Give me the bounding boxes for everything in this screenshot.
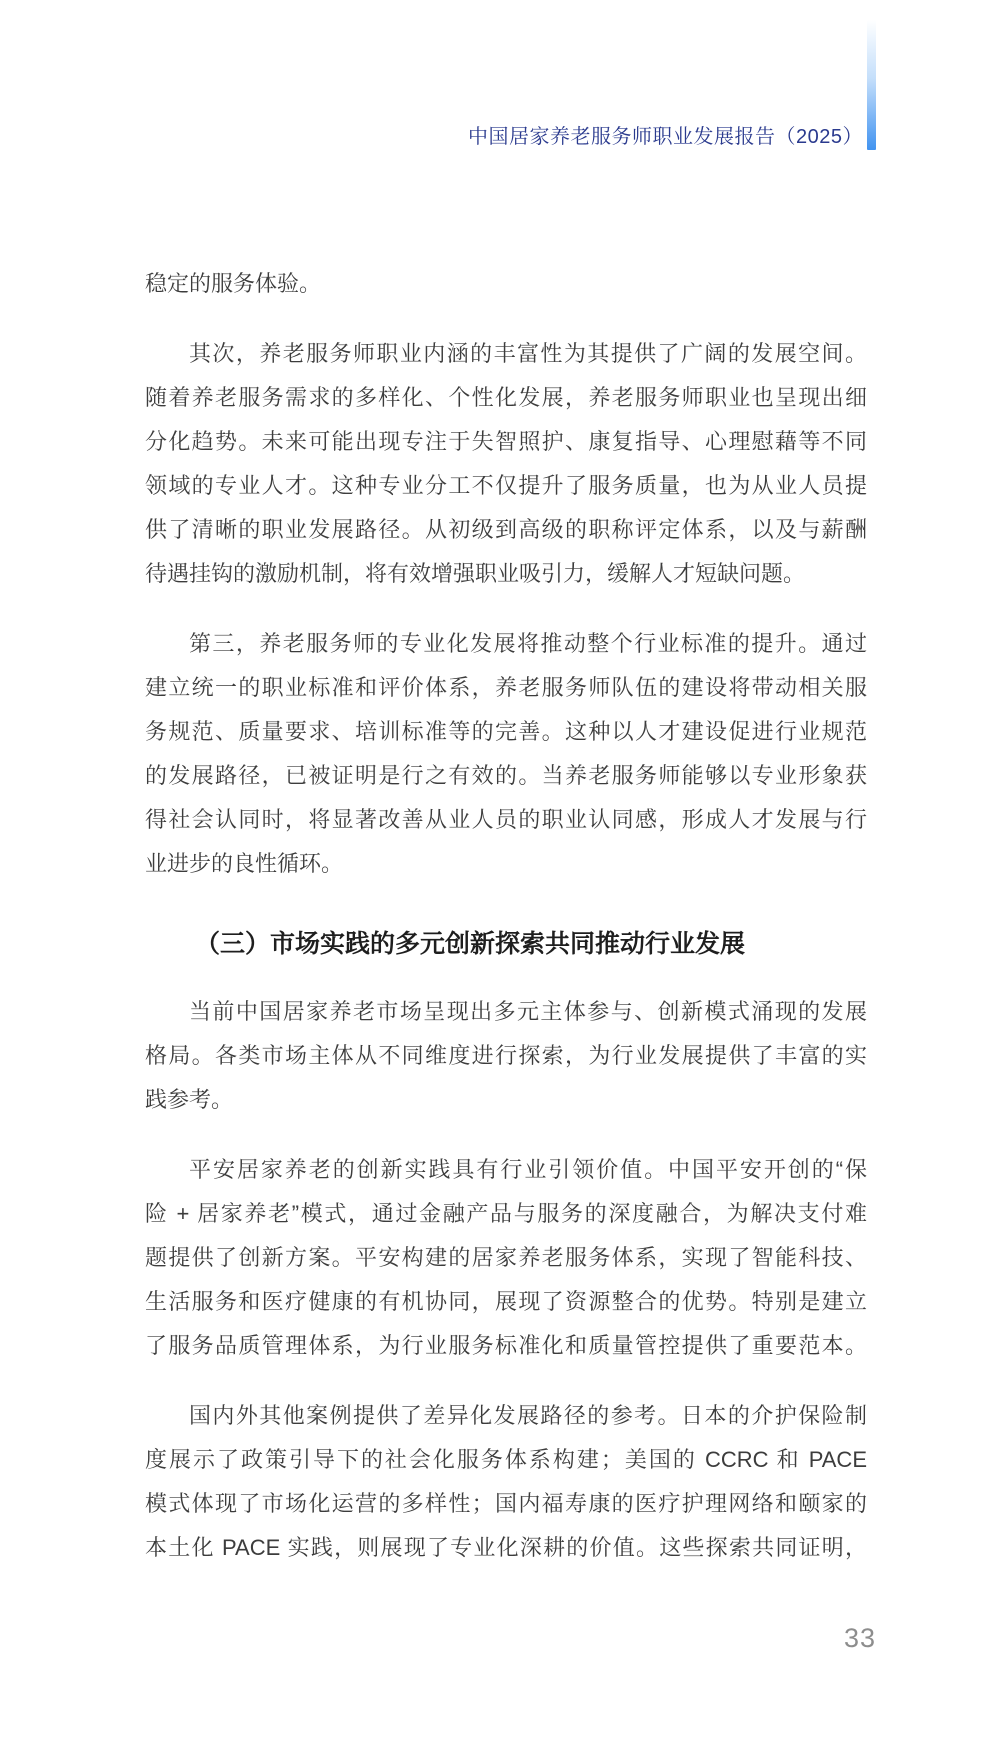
text-line: 当前中国居家养老市场呈现出多元主体参与、创新模式涌现的发展 — [189, 999, 867, 1024]
text-line: 了服务品质管理体系，为行业服务标准化和质量管控提供了重要范本。 — [145, 1333, 867, 1358]
text-line: 稳定的服务体验。 — [145, 271, 322, 296]
text-line: 建立统一的职业标准和评价体系，养老服务师队伍的建设将带动相关服 — [145, 675, 867, 700]
paragraph — [145, 622, 867, 886]
text-line: 得社会认同时，将显著改善从业人员的职业认同感，形成人才发展与行 — [145, 807, 867, 832]
text-line: 生活服务和医疗健康的有机协同，展现了资源整合的优势。特别是建立 — [145, 1289, 867, 1314]
text-line: 平安居家养老的创新实践具有行业引领价值。中国平安开创的“保 — [189, 1157, 867, 1182]
text-line: 国内外其他案例提供了差异化发展路径的参考。日本的介护保险制 — [189, 1403, 867, 1428]
text-line: 待遇挂钩的激励机制，将有效增强职业吸引力，缓解人才短缺问题。 — [145, 561, 806, 586]
text-line: 险 + 居家养老”模式，通过金融产品与服务的深度融合，为解决支付难 — [145, 1201, 867, 1226]
text-line: 业进步的良性循环。 — [145, 851, 344, 876]
text-line: 的发展路径，已被证明是行之有效的。当养老服务师能够以专业形象获 — [145, 763, 867, 788]
paragraph — [145, 1394, 867, 1570]
text-line: 第三，养老服务师的专业化发展将推动整个行业标准的提升。通过 — [189, 631, 867, 656]
text-line: 题提供了创新方案。平安构建的居家养老服务体系，实现了智能科技、 — [145, 1245, 867, 1270]
paragraph — [145, 332, 867, 596]
paragraph — [145, 262, 867, 306]
text-line: 其次，养老服务师职业内涵的丰富性为其提供了广阔的发展空间。 — [189, 341, 867, 366]
paragraph — [145, 990, 867, 1122]
text-line: 格局。各类市场主体从不同维度进行探索，为行业发展提供了丰富的实 — [145, 1043, 867, 1068]
text-line: 随着养老服务需求的多样化、个性化发展，养老服务师职业也呈现出细 — [145, 385, 867, 410]
report-header-title: 中国居家养老服务师职业发展报告（2025） — [468, 126, 863, 148]
header-accent-bar — [867, 20, 876, 150]
text-line: 供了清晰的职业发展路径。从初级到高级的职称评定体系，以及与薪酬 — [145, 517, 867, 542]
text-line: 度展示了政策引导下的社会化服务体系构建；美国的 CCRC 和 PACE — [145, 1447, 867, 1472]
text-line: 分化趋势。未来可能出现专注于失智照护、康复指导、心理慰藉等不同 — [145, 429, 867, 454]
text-line: 领域的专业人才。这种专业分工不仅提升了服务质量，也为从业人员提 — [145, 473, 867, 498]
text-line: 务规范、质量要求、培训标准等的完善。这种以人才建设促进行业规范 — [145, 719, 867, 744]
page-number: 33 — [844, 1623, 877, 1653]
section-heading — [145, 922, 867, 966]
text-line: 模式体现了市场化运营的多样性；国内福寿康的医疗护理网络和颐家的 — [145, 1491, 867, 1516]
page-body — [145, 262, 867, 1596]
text-line: 本土化 PACE 实践，则展现了专业化深耕的价值。这些探索共同证明， — [145, 1535, 867, 1560]
text-line: 践参考。 — [145, 1087, 234, 1112]
paragraph — [145, 1148, 867, 1368]
text-line: （三）市场实践的多元创新探索共同推动行业发展 — [195, 930, 746, 958]
